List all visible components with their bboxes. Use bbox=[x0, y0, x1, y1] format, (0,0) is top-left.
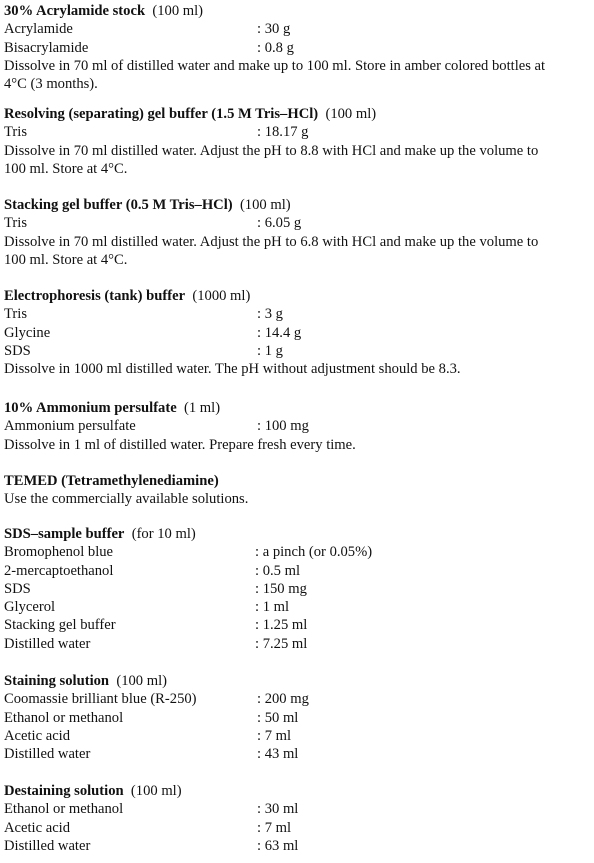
section-heading bbox=[4, 472, 590, 490]
ingredient-name: Tris bbox=[4, 215, 27, 232]
section-note: Use the commercially available solutions. bbox=[4, 491, 249, 508]
section-electrophoresis-buffer bbox=[4, 287, 590, 378]
section-title: Stacking gel buffer (0.5 M Tris–HCl) bbox=[4, 197, 233, 213]
section-stacking-gel-buffer bbox=[4, 196, 590, 269]
ingredient-name: Acetic acid bbox=[4, 819, 71, 836]
section-volume: (1000 ml) bbox=[192, 288, 251, 304]
ingredient-row bbox=[4, 39, 590, 57]
ingredient-row bbox=[4, 616, 590, 634]
section-title: SDS–sample buffer bbox=[4, 526, 125, 542]
section-heading bbox=[4, 525, 590, 543]
section-note: Dissolve in 70 ml of distilled water and make up to 100 ml. Store in amber colored bottles at bbox=[4, 57, 546, 74]
ingredient-quantity: : 7.25 ml bbox=[255, 635, 308, 652]
ingredient-quantity: : 3 g bbox=[257, 306, 283, 323]
section-destaining-solution bbox=[4, 782, 590, 855]
ingredient-quantity: : 30 g bbox=[257, 21, 291, 38]
ingredient-row bbox=[4, 837, 590, 855]
ingredient-row bbox=[4, 690, 590, 708]
section-note: 100 ml. Store at 4°C. bbox=[4, 251, 128, 268]
section-note: 4°C (3 months). bbox=[4, 76, 98, 93]
ingredient-row bbox=[4, 819, 590, 837]
section-title: 30% Acrylamide stock bbox=[4, 3, 146, 19]
ingredient-quantity: : 18.17 g bbox=[257, 124, 309, 141]
section-heading bbox=[4, 399, 590, 417]
ingredient-name: 2-mercaptoethanol bbox=[4, 562, 114, 579]
ingredient-row bbox=[4, 580, 590, 598]
ingredient-row bbox=[4, 727, 590, 745]
section-sds-sample-buffer bbox=[4, 525, 590, 653]
ingredient-quantity: : 1 g bbox=[257, 342, 283, 359]
section-resolving-gel-buffer bbox=[4, 105, 590, 178]
section-volume: (100 ml) bbox=[116, 673, 168, 689]
section-title: Destaining solution bbox=[4, 783, 124, 799]
ingredient-row bbox=[4, 417, 590, 435]
ingredient-row bbox=[4, 598, 590, 616]
ingredient-quantity: : 1.25 ml bbox=[255, 617, 308, 634]
ingredient-row bbox=[4, 562, 590, 580]
ingredient-quantity: : 0.5 ml bbox=[255, 562, 300, 579]
section-title: 10% Ammonium persulfate bbox=[4, 400, 177, 416]
ingredient-row bbox=[4, 214, 590, 232]
ingredient-name: Ammonium persulfate bbox=[4, 418, 136, 435]
section-heading bbox=[4, 2, 590, 20]
ingredient-quantity: : 150 mg bbox=[255, 580, 307, 597]
section-heading bbox=[4, 782, 590, 800]
ingredient-name: Glycine bbox=[4, 324, 51, 341]
section-volume: (100 ml) bbox=[325, 106, 377, 122]
ingredient-row bbox=[4, 324, 590, 342]
section-heading bbox=[4, 287, 590, 305]
section-volume: (1 ml) bbox=[184, 400, 221, 416]
ingredient-quantity: : 1 ml bbox=[255, 599, 290, 616]
ingredient-name: Bromophenol blue bbox=[4, 544, 114, 561]
ingredient-quantity: : 200 mg bbox=[257, 691, 309, 708]
ingredient-name: Coomassie brilliant blue (R-250) bbox=[4, 691, 197, 708]
ingredient-quantity: : 7 ml bbox=[257, 819, 292, 836]
ingredient-quantity: : 7 ml bbox=[257, 727, 292, 744]
section-volume: (100 ml) bbox=[130, 783, 182, 799]
section-note: Dissolve in 1 ml of distilled water. Prepare fresh every time. bbox=[4, 436, 356, 453]
section-title: TEMED (Tetramethylenediamine) bbox=[4, 473, 219, 489]
ingredient-quantity: : 6.05 g bbox=[257, 215, 302, 232]
section-note: Dissolve in 70 ml distilled water. Adjust the pH to 8.8 with HCl and make up the volume to bbox=[4, 142, 539, 159]
section-title: Electrophoresis (tank) buffer bbox=[4, 288, 186, 304]
section-staining-solution bbox=[4, 672, 590, 763]
ingredient-name: SDS bbox=[4, 580, 31, 597]
ingredient-quantity: : a pinch (or 0.05%) bbox=[255, 544, 373, 561]
ingredient-quantity: : 43 ml bbox=[257, 746, 299, 763]
section-ammonium-persulfate bbox=[4, 399, 590, 454]
section-temed bbox=[4, 472, 590, 509]
ingredient-name: Glycerol bbox=[4, 599, 56, 616]
ingredient-name: Ethanol or methanol bbox=[4, 709, 124, 726]
section-title: Resolving (separating) gel buffer (1.5 M Tris–HCl) bbox=[4, 106, 319, 122]
ingredient-quantity: : 30 ml bbox=[257, 801, 299, 818]
section-note: Dissolve in 1000 ml distilled water. The pH without adjustment should be 8.3. bbox=[4, 361, 461, 378]
ingredient-quantity: : 50 ml bbox=[257, 709, 299, 726]
ingredient-quantity: : 100 mg bbox=[257, 418, 309, 435]
ingredient-row bbox=[4, 709, 590, 727]
ingredient-quantity: : 0.8 g bbox=[257, 39, 294, 56]
section-heading bbox=[4, 672, 590, 690]
ingredient-name: Bisacrylamide bbox=[4, 39, 89, 56]
ingredient-name: Ethanol or methanol bbox=[4, 801, 124, 818]
ingredient-quantity: : 14.4 g bbox=[257, 324, 302, 341]
section-note: 100 ml. Store at 4°C. bbox=[4, 160, 128, 177]
section-volume: (for 10 ml) bbox=[131, 526, 196, 542]
ingredient-row bbox=[4, 745, 590, 763]
ingredient-row bbox=[4, 305, 590, 323]
ingredient-name: Distilled water bbox=[4, 837, 91, 854]
ingredient-name: Tris bbox=[4, 124, 27, 141]
ingredient-name: Distilled water bbox=[4, 635, 91, 652]
ingredient-name: SDS bbox=[4, 342, 31, 359]
ingredient-row bbox=[4, 635, 590, 653]
ingredient-name: Stacking gel buffer bbox=[4, 617, 116, 634]
ingredient-row bbox=[4, 123, 590, 141]
ingredient-name: Acrylamide bbox=[4, 21, 73, 38]
ingredient-quantity: : 63 ml bbox=[257, 837, 299, 854]
section-title: Staining solution bbox=[4, 673, 110, 689]
ingredient-row bbox=[4, 20, 590, 38]
ingredient-name: Acetic acid bbox=[4, 727, 71, 744]
ingredient-row bbox=[4, 543, 590, 561]
ingredient-name: Distilled water bbox=[4, 746, 91, 763]
section-volume: (100 ml) bbox=[152, 3, 204, 19]
section-acrylamide-stock bbox=[4, 2, 590, 93]
section-volume: (100 ml) bbox=[239, 197, 291, 213]
ingredient-name: Tris bbox=[4, 306, 27, 323]
ingredient-row bbox=[4, 800, 590, 818]
ingredient-row bbox=[4, 342, 590, 360]
section-heading bbox=[4, 105, 590, 123]
section-heading bbox=[4, 196, 590, 214]
section-note: Dissolve in 70 ml distilled water. Adjust the pH to 6.8 with HCl and make up the volume to bbox=[4, 233, 539, 250]
